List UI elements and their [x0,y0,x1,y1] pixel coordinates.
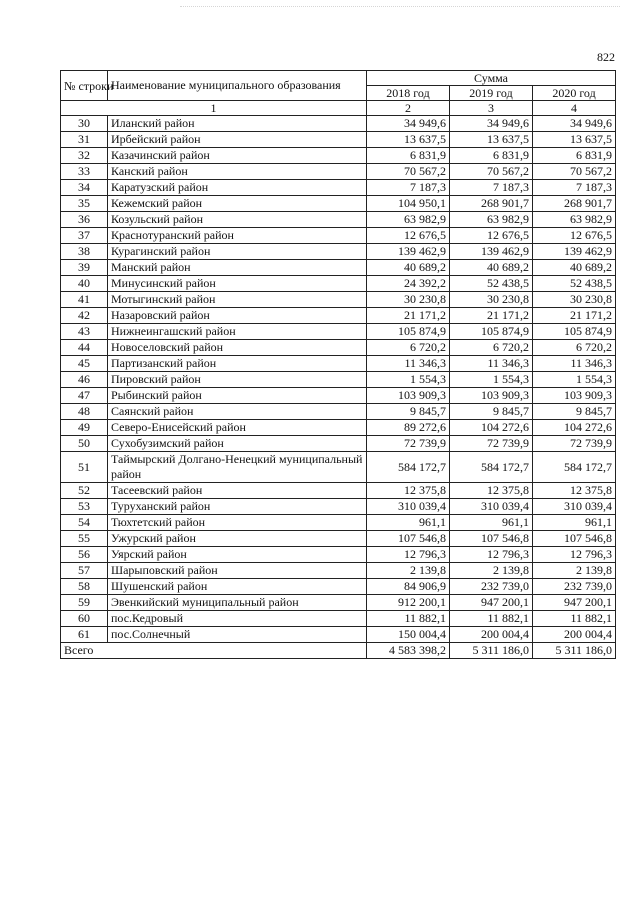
table-row [61,116,616,132]
municipality-name: Туруханский район [108,499,367,515]
value-2020: 584 172,7 [533,452,616,483]
value-2020: 105 874,9 [533,324,616,340]
row-number: 57 [61,563,108,579]
municipality-name: Ирбейский район [108,132,367,148]
row-number: 31 [61,132,108,148]
table-row [61,563,616,579]
value-2020: 107 546,8 [533,531,616,547]
value-2019: 961,1 [450,515,533,531]
value-2018: 107 546,8 [367,531,450,547]
municipality-name: Эвенкийский муниципальный район [108,595,367,611]
value-2018: 89 272,6 [367,420,450,436]
row-number: 53 [61,499,108,515]
table-row [61,611,616,627]
municipality-name: Уярский район [108,547,367,563]
value-2019: 70 567,2 [450,164,533,180]
table-row [61,340,616,356]
value-2019: 7 187,3 [450,180,533,196]
value-2020: 232 739,0 [533,579,616,595]
value-2018: 30 230,8 [367,292,450,308]
table-row [61,292,616,308]
value-2020: 70 567,2 [533,164,616,180]
municipality-name: Сухобузимский район [108,436,367,452]
value-2018: 24 392,2 [367,276,450,292]
municipality-name: Краснотуранский район [108,228,367,244]
row-number: 48 [61,404,108,420]
municipality-name: Каратузский район [108,180,367,196]
table-row [61,483,616,499]
value-2019: 11 346,3 [450,356,533,372]
page-number: 822 [597,50,615,64]
value-2018: 7 187,3 [367,180,450,196]
row-number: 39 [61,260,108,276]
table-row [61,276,616,292]
value-2018: 84 906,9 [367,579,450,595]
value-2019: 104 272,6 [450,420,533,436]
municipality-name: Пировский район [108,372,367,388]
value-2018: 70 567,2 [367,164,450,180]
value-2020: 6 831,9 [533,148,616,164]
table-row [61,132,616,148]
row-number: 46 [61,372,108,388]
value-2020: 11 882,1 [533,611,616,627]
municipality-name: Нижнеингашский район [108,324,367,340]
value-2019: 52 438,5 [450,276,533,292]
total-row [61,643,616,659]
value-2020: 1 554,3 [533,372,616,388]
value-2020: 11 346,3 [533,356,616,372]
table-row [61,547,616,563]
header-year-2020: 2020 год [533,86,616,101]
table-row [61,420,616,436]
value-2018: 584 172,7 [367,452,450,483]
municipality-name: Саянский район [108,404,367,420]
value-2018: 63 982,9 [367,212,450,228]
row-number: 33 [61,164,108,180]
municipality-name: Северо-Енисейский район [108,420,367,436]
value-2019: 63 982,9 [450,212,533,228]
value-2019: 1 554,3 [450,372,533,388]
value-2019: 310 039,4 [450,499,533,515]
total-label: Всего [61,643,367,659]
value-2018: 13 637,5 [367,132,450,148]
value-2018: 912 200,1 [367,595,450,611]
value-2018: 12 796,3 [367,547,450,563]
value-2018: 21 171,2 [367,308,450,324]
value-2018: 72 739,9 [367,436,450,452]
row-number: 40 [61,276,108,292]
table-row [61,164,616,180]
municipality-name: Таймырский Долгано-Ненецкий муниципальный район [108,452,367,483]
table-row [61,499,616,515]
value-2019: 139 462,9 [450,244,533,260]
column-index-1: 1 [61,101,367,116]
value-2018: 961,1 [367,515,450,531]
value-2020: 7 187,3 [533,180,616,196]
row-number: 30 [61,116,108,132]
municipality-name: Козульский район [108,212,367,228]
row-number: 49 [61,420,108,436]
table-row [61,595,616,611]
value-2019: 11 882,1 [450,611,533,627]
value-2019: 30 230,8 [450,292,533,308]
value-2019: 107 546,8 [450,531,533,547]
row-number: 41 [61,292,108,308]
municipality-name: Мотыгинский район [108,292,367,308]
municipality-name: пос.Кедровый [108,611,367,627]
value-2019: 200 004,4 [450,627,533,643]
value-2020: 310 039,4 [533,499,616,515]
row-number: 61 [61,627,108,643]
value-2019: 232 739,0 [450,579,533,595]
value-2020: 268 901,7 [533,196,616,212]
value-2018: 6 831,9 [367,148,450,164]
value-2019: 21 171,2 [450,308,533,324]
total-2019: 5 311 186,0 [450,643,533,659]
value-2019: 105 874,9 [450,324,533,340]
value-2020: 30 230,8 [533,292,616,308]
table-row [61,436,616,452]
row-number: 44 [61,340,108,356]
value-2020: 9 845,7 [533,404,616,420]
table-row [61,244,616,260]
value-2020: 139 462,9 [533,244,616,260]
municipality-name: Партизанский район [108,356,367,372]
value-2019: 947 200,1 [450,595,533,611]
value-2019: 6 720,2 [450,340,533,356]
table-row [61,180,616,196]
municipality-name: Новоселовский район [108,340,367,356]
value-2018: 9 845,7 [367,404,450,420]
municipality-name: Назаровский район [108,308,367,324]
value-2020: 63 982,9 [533,212,616,228]
value-2018: 6 720,2 [367,340,450,356]
scan-artifact [180,6,620,10]
value-2019: 268 901,7 [450,196,533,212]
row-number: 42 [61,308,108,324]
table-row [61,260,616,276]
row-number: 45 [61,356,108,372]
header-municipality: Наименование муниципального образования [108,71,367,101]
value-2018: 34 949,6 [367,116,450,132]
value-2018: 104 950,1 [367,196,450,212]
value-2019: 72 739,9 [450,436,533,452]
municipality-name: Рыбинский район [108,388,367,404]
value-2020: 947 200,1 [533,595,616,611]
value-2019: 9 845,7 [450,404,533,420]
municipality-name: Кежемский район [108,196,367,212]
value-2020: 103 909,3 [533,388,616,404]
value-2019: 2 139,8 [450,563,533,579]
value-2020: 34 949,6 [533,116,616,132]
value-2018: 40 689,2 [367,260,450,276]
row-number: 60 [61,611,108,627]
budget-table [60,70,616,659]
value-2019: 13 637,5 [450,132,533,148]
total-2020: 5 311 186,0 [533,643,616,659]
municipality-name: Манский район [108,260,367,276]
row-number: 35 [61,196,108,212]
municipality-name: Канский район [108,164,367,180]
row-number: 37 [61,228,108,244]
table-row [61,404,616,420]
value-2019: 12 375,8 [450,483,533,499]
value-2019: 12 676,5 [450,228,533,244]
value-2018: 11 882,1 [367,611,450,627]
value-2020: 12 676,5 [533,228,616,244]
column-index-2: 2 [367,101,450,116]
value-2020: 52 438,5 [533,276,616,292]
value-2020: 961,1 [533,515,616,531]
value-2018: 1 554,3 [367,372,450,388]
table-row [61,372,616,388]
table-row [61,627,616,643]
value-2018: 105 874,9 [367,324,450,340]
value-2019: 34 949,6 [450,116,533,132]
municipality-name: Шарыповский район [108,563,367,579]
row-number: 55 [61,531,108,547]
table-row [61,579,616,595]
municipality-name: пос.Солнечный [108,627,367,643]
row-number: 54 [61,515,108,531]
row-number: 36 [61,212,108,228]
table-row [61,228,616,244]
header-row-number: № строки [61,71,108,101]
municipality-name: Ужурский район [108,531,367,547]
row-number: 58 [61,579,108,595]
value-2018: 150 004,4 [367,627,450,643]
column-index-3: 3 [450,101,533,116]
row-number: 59 [61,595,108,611]
municipality-name: Казачинский район [108,148,367,164]
municipality-name: Курагинский район [108,244,367,260]
table-row [61,148,616,164]
table-body [61,116,616,643]
municipality-name: Иланский район [108,116,367,132]
table-row [61,531,616,547]
value-2019: 103 909,3 [450,388,533,404]
row-number: 47 [61,388,108,404]
value-2020: 13 637,5 [533,132,616,148]
row-number: 52 [61,483,108,499]
header-sum: Сумма [367,71,616,86]
value-2020: 200 004,4 [533,627,616,643]
table-row [61,388,616,404]
table-row [61,356,616,372]
table-row [61,452,616,483]
municipality-name: Тюхтетский район [108,515,367,531]
table-row [61,308,616,324]
value-2020: 104 272,6 [533,420,616,436]
municipality-name: Шушенский район [108,579,367,595]
column-index-4: 4 [533,101,616,116]
row-number: 38 [61,244,108,260]
row-number: 51 [61,452,108,483]
value-2018: 11 346,3 [367,356,450,372]
header-year-2019: 2019 год [450,86,533,101]
total-2018: 4 583 398,2 [367,643,450,659]
value-2020: 12 796,3 [533,547,616,563]
value-2020: 40 689,2 [533,260,616,276]
value-2018: 12 375,8 [367,483,450,499]
row-number: 32 [61,148,108,164]
table-row [61,196,616,212]
table-row [61,515,616,531]
table-row [61,212,616,228]
value-2019: 584 172,7 [450,452,533,483]
value-2020: 2 139,8 [533,563,616,579]
value-2020: 12 375,8 [533,483,616,499]
value-2020: 6 720,2 [533,340,616,356]
row-number: 56 [61,547,108,563]
row-number: 34 [61,180,108,196]
value-2020: 21 171,2 [533,308,616,324]
value-2018: 103 909,3 [367,388,450,404]
value-2018: 139 462,9 [367,244,450,260]
table-row [61,324,616,340]
municipality-name: Минусинский район [108,276,367,292]
header-year-2018: 2018 год [367,86,450,101]
value-2018: 12 676,5 [367,228,450,244]
value-2018: 2 139,8 [367,563,450,579]
value-2018: 310 039,4 [367,499,450,515]
value-2020: 72 739,9 [533,436,616,452]
row-number: 50 [61,436,108,452]
municipality-name: Тасеевский район [108,483,367,499]
value-2019: 40 689,2 [450,260,533,276]
row-number: 43 [61,324,108,340]
value-2019: 12 796,3 [450,547,533,563]
value-2019: 6 831,9 [450,148,533,164]
